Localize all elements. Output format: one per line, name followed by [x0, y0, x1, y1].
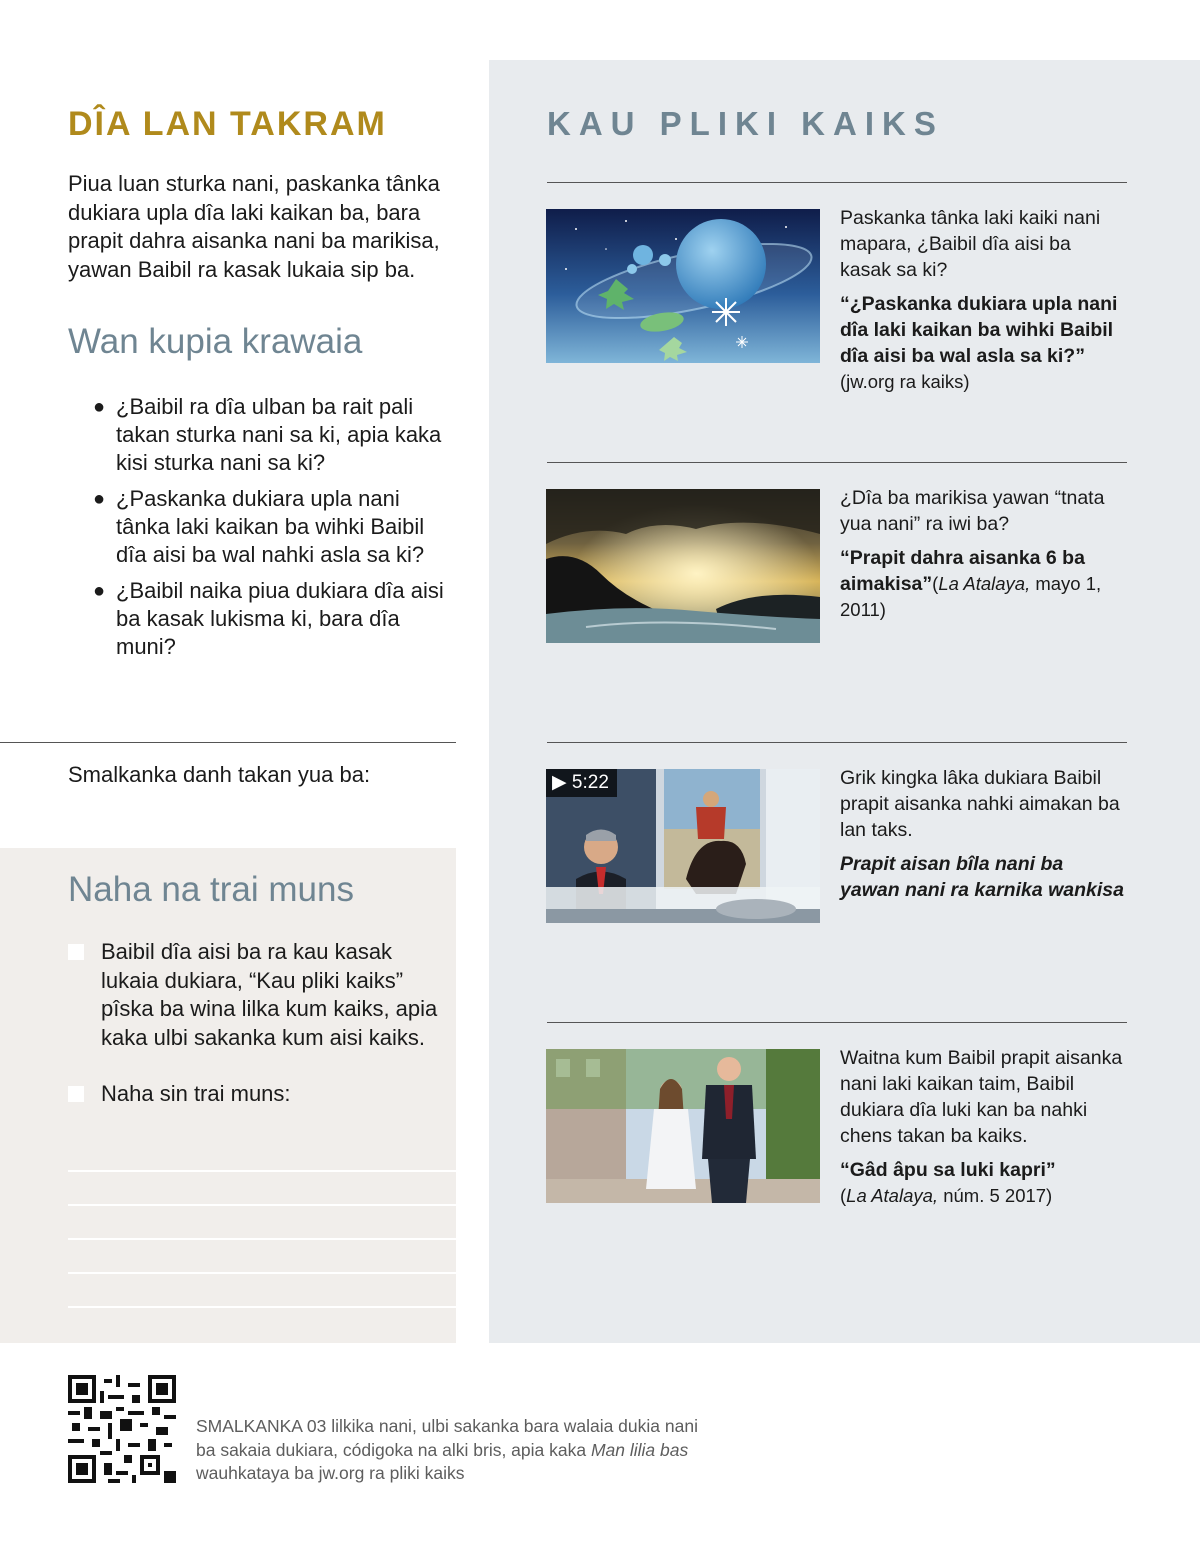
checkbox-icon[interactable] [68, 944, 84, 960]
checklist [68, 938, 438, 1137]
footer-app-name: Man lilia bas [590, 1439, 689, 1460]
share-label: Smalkanka danh takan yua ba: [68, 762, 371, 787]
writing-line [68, 1238, 456, 1240]
resource-title-link[interactable]: “¿Paskanka dukiara upla nani dîa laki kaikan ba wihki Baibil dîa aisi ba wal asla sa ki?” [840, 293, 1118, 367]
writing-line [68, 1272, 456, 1274]
question-text: ¿Baibil naika piua dukiara dîa aisi ba kasak lukisma ki, bara dîa muni? [116, 578, 444, 659]
checklist-text: Naha sin trai muns: [101, 1081, 291, 1106]
list-item [93, 485, 458, 569]
play-icon: ▶ [552, 772, 567, 793]
bullet-icon: ● [93, 488, 106, 510]
resource-item-text [840, 765, 1125, 903]
resource-source-open: ( [840, 1185, 847, 1206]
resource-source-italic: La Atalaya, [938, 573, 1031, 594]
resource-question: ¿Dîa ba marikisa yawan “tnata yua nani” ra iwi ba? [840, 487, 1105, 535]
checklist-item [68, 938, 438, 1052]
divider [547, 462, 1127, 463]
question-text: ¿Baibil ra dîa ulban ba rait pali takan sturka nani sa ki, apia kaka kisi sturka nani sa ki? [116, 394, 442, 475]
footer-text: SMALKANKA 03 lilkika nani, ulbi sakanka bara walaia dukia nani ba sakaia dukiara, códigoka na alki bris, apia kaka [196, 1416, 698, 1460]
resource-source-close: mayo 1, 2011) [840, 573, 1102, 620]
resource-question: Waitna kum Baibil prapit aisanka nani laki kaikan taim, Baibil dukiara dîa luki kan ba nahki chens takan ba kaiks. [840, 1047, 1123, 1147]
checklist-text: Baibil dîa aisi ba ra kau kasak lukaia dukiara, “Kau pliki kaiks” pîska ba wina lilka kum kaiks, apia kaka ulbi sakanka kum aisi kaiks. [101, 939, 438, 1050]
list-item [93, 393, 458, 477]
writing-line [68, 1170, 456, 1172]
section-heading-kau-pliki-kaiks: KAU PLIKI KAIKS [547, 105, 944, 142]
intro-paragraph: Piua luan sturka nani, paskanka tânka dukiara upla dîa laki kaikan ba, bara prapit dahra aisanka nani ba marikisa, yawan Baibil ra kasak lukaia sip ba. [68, 171, 440, 282]
man-and-daughter-walking-image[interactable] [546, 1049, 820, 1203]
resource-source: (jw.org ra kaiks) [840, 371, 970, 392]
writing-line [68, 1306, 456, 1308]
divider [0, 742, 456, 743]
footer-text-end: wauhkataya ba jw.org ra pliki kaiks [196, 1463, 465, 1483]
video-duration-badge [546, 769, 617, 797]
writing-line [68, 1204, 456, 1206]
checkbox-icon[interactable] [68, 1086, 84, 1102]
qr-code-icon[interactable] [68, 1375, 176, 1483]
footer-note [196, 1415, 716, 1486]
resource-title-link[interactable]: Prapit aisan bîla nani ba yawan nani ra karnika wankisa [840, 853, 1124, 901]
list-item [93, 577, 458, 661]
divider [547, 1022, 1127, 1023]
resource-title-link[interactable]: “Gâd âpu sa luki kapri” [840, 1159, 1056, 1181]
bullet-icon: ● [93, 580, 106, 602]
subheading-next-steps: Naha na trai muns [68, 870, 354, 909]
resource-source-open: ( [932, 573, 939, 594]
resource-item-text [840, 1045, 1125, 1209]
checklist-item [68, 1080, 438, 1109]
space-planet-leaves-snowflake-image[interactable] [546, 209, 820, 363]
question-text: ¿Paskanka dukiara upla nani tânka laki kaikan ba wihki Baibil dîa aisi ba wal nahki asla sa ki? [116, 486, 425, 567]
resource-source-line [840, 1183, 1125, 1209]
resource-item-text [840, 205, 1125, 395]
resource-title-link[interactable]: “Prapit dahra aisanka 6 ba aimakisa” [840, 547, 1085, 595]
resource-item-text [840, 485, 1125, 623]
subheading-questions: Wan kupia krawaia [68, 322, 363, 361]
section-heading-dia-lan-takram: DÎA LAN TAKRAM [68, 105, 387, 143]
resource-question: Paskanka tânka laki kaiki nani mapara, ¿Baibil dîa aisi ba kasak sa ki? [840, 207, 1101, 281]
video-news-studio-horseman-image[interactable] [546, 769, 820, 923]
sunlit-clouds-landscape-image[interactable] [546, 489, 820, 643]
bullet-icon: ● [93, 396, 106, 418]
video-duration: 5:22 [571, 772, 609, 793]
divider [547, 182, 1127, 183]
resource-title-line [840, 545, 1125, 623]
divider [547, 742, 1127, 743]
resource-question: Grik kingka lâka dukiara Baibil prapit aisanka nahki aimakan ba lan taks. [840, 767, 1120, 841]
resource-source-close: núm. 5 2017) [938, 1185, 1053, 1206]
question-list [93, 393, 458, 669]
resource-source-italic: La Atalaya, [846, 1185, 939, 1206]
